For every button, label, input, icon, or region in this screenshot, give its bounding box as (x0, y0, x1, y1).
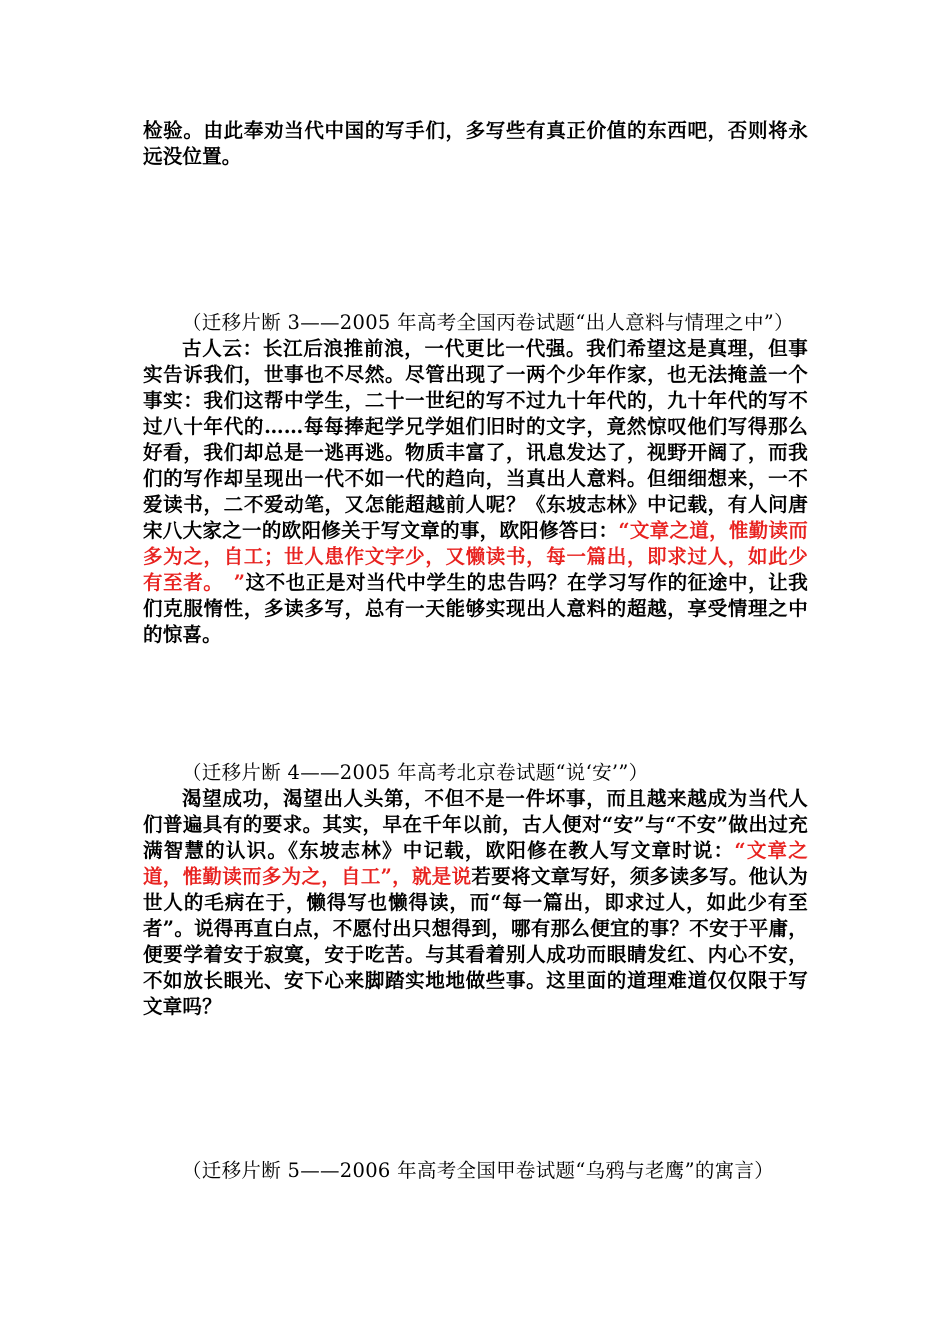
spacer (143, 170, 808, 310)
spacer (143, 648, 808, 760)
fragment-5-heading: （迁移片断 5——2006 年高考全国甲卷试题“乌鸦与老鹰”的寓言） (182, 1159, 775, 1182)
fragment-4-body-after: 若要将文章写好，须多读多写。他认为世人的毛病在于，懒得写也懒得读，而“每一篇出，即求过人，如此少有至者”。说得再直白点，不愿付出只想得到，哪有那么便宜的事？不安于平庸，便要学着安于寂寞，安于吃苦。与其看着别人成功而眼睛发红、内心不安，不如放长眼光、安下心来脚踏实地地做些事。这里面的道理难道仅仅限于写文章吗？ (143, 865, 808, 1018)
fragment-3-heading: （迁移片断 3——2005 年高考全国丙卷试题“出人意料与情理之中”） (182, 311, 794, 334)
document-page (143, 118, 808, 1184)
fragment-4-body-before: 渴望成功，渴望出人头第，不但不是一件坏事，而且越来越成为当代人们普遍具有的要求。其实，早在千年以前，古人便对“安”与“不安”做出过充满智慧的认识。《东坡志林》中记载，欧阳修在教人写文章时说： (143, 787, 808, 862)
fragment-3-quote: “文章之道，惟勤读而多为之，自工；世人患作文字少，又懒读书，每一篇出，即求过人，如此少有至者。 ” (143, 519, 808, 594)
fragment-4-quote: “文章之道，惟勤读而多为之，自工”，就是说 (143, 839, 808, 888)
fragment-end-paragraph: 检验。由此奉劝当代中国的写手们，多写些有真正价值的东西吧，否则将永远没位置。 (143, 119, 808, 168)
spacer (143, 1020, 808, 1158)
fragment-3-body-before: 古人云：长江后浪推前浪，一代更比一代强。我们希望这是真理，但事实告诉我们，世事也不尽然。尽管出现了一两个少年作家，也无法掩盖一个事实：我们这帮中学生，二十一世纪的写不过九十年代的，九十年代的写不过八十年代的……每每捧起学兄学姐们旧时的文字，竟然惊叹他们写得那么好看，我们却总是一逃再逃。物质丰富了，讯息发达了，视野开阔了，而我们的写作却呈现出一代不如一代的趋向，当真出人意料。但细细想来，一不爱读书，二不爱动笔，又怎能超越前人呢？《东坡志林》中记载，有人问唐宋八大家之一的欧阳修关于写文章的事，欧阳修答曰： (143, 337, 808, 542)
fragment-4-heading: （迁移片断 4——2005 年高考北京卷试题“说‘安’”） (182, 761, 649, 784)
fragment-3-body-after: 这不也正是对当代中学生的忠告吗？在学习写作的征途中，让我们克服惰性，多读多写，总有一天能够实现出人意料的超越，享受情理之中的惊喜。 (143, 571, 808, 646)
fragment-3-body (143, 336, 808, 648)
fragment-4-body (143, 786, 808, 1020)
